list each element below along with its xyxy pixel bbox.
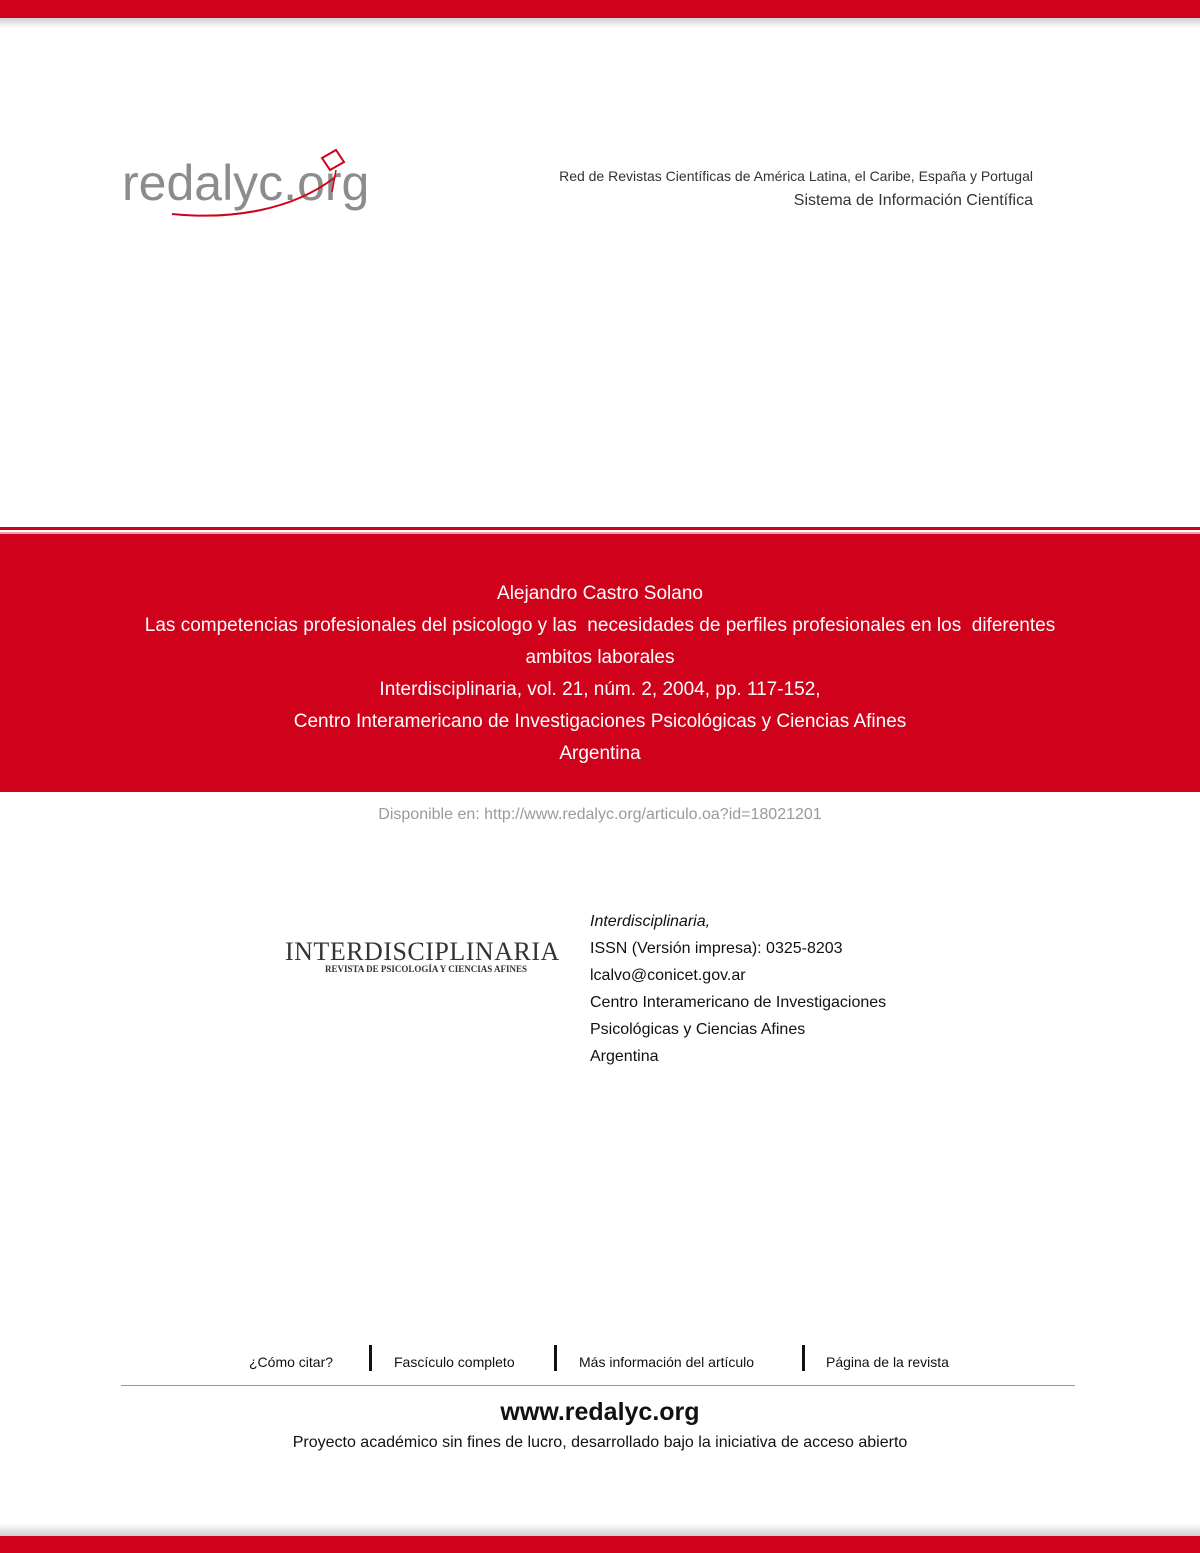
journal-logo-name: INTERDISCIPLINARIA [285,937,560,966]
article-publisher: Centro Interamericano de Investigaciones Psicológicas y Ciencias Afines [293,711,907,732]
logo-text: redalyc.org [122,155,370,211]
article-country: Argentina [559,743,641,764]
system-line: Sistema de Información Científica [793,192,1033,209]
network-line: Red de Revistas Científicas de América Latina, el Caribe, España y Portugal [559,168,1033,184]
journal-institution-line2: Psicológicas y Ciencias Afines [590,1021,806,1038]
bottom-shadow [0,1524,1200,1536]
journal-email[interactable]: lcalvo@conicet.gov.ar [590,967,746,984]
journal-page-link[interactable]: Página de la revista [826,1354,949,1370]
top-shadow [0,18,1200,28]
available-link[interactable]: Disponible en: http://www.redalyc.org/articulo.oa?id=18021201 [378,806,822,823]
journal-info [590,908,886,1070]
article-title-line2: ambitos laborales [525,647,675,668]
article-title-line1: Las competencias profesionales del psicologo y las necesidades de perfiles profesionales en los diferentes [144,615,1056,636]
journal-logo [285,937,560,974]
top-red-bar [0,0,1200,18]
journal-issn: ISSN (Versión impresa): 0325-8203 [590,940,843,957]
redalyc-logo [122,148,392,220]
site-url[interactable]: www.redalyc.org [500,1398,700,1426]
article-band [0,534,1200,792]
journal-institution-line1: Centro Interamericano de Investigaciones [590,994,887,1011]
article-author: Alejandro Castro Solano [497,583,703,604]
tagline: Proyecto académico sin fines de lucro, desarrollado bajo la iniciativa de acceso abierto [292,1434,908,1451]
more-info-link[interactable]: Más información del artículo [579,1354,755,1370]
bottom-red-bar [0,1536,1200,1553]
journal-country: Argentina [590,1048,659,1065]
header-text [559,168,1033,210]
cite-link[interactable]: ¿Cómo citar? [249,1354,334,1370]
journal-name: Interdisciplinaria, [590,913,711,930]
journal-logo-sub: REVISTA DE PSICOLOGÍA Y CIENCIAS AFINES [325,964,527,974]
link-separator [554,1345,557,1371]
link-separator [369,1345,372,1371]
issue-link[interactable]: Fascículo completo [394,1354,515,1370]
link-separator [802,1345,805,1371]
footer-rule [121,1385,1075,1386]
article-citation: Interdisciplinaria, vol. 21, núm. 2, 2004, pp. 117-152, [379,679,821,700]
footer-links [0,1340,1200,1380]
band-top-line [0,527,1200,530]
